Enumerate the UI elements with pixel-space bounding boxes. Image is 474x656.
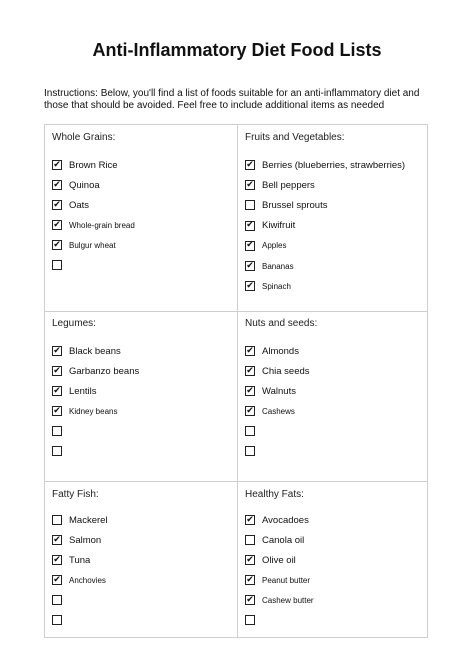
checklist-item[interactable] [245, 594, 314, 606]
checked-checkbox[interactable] [245, 281, 255, 291]
checkmark-icon: ✔ [53, 199, 61, 210]
checklist-item[interactable] [245, 614, 255, 626]
checked-checkbox[interactable] [245, 555, 255, 565]
checklist-item[interactable] [245, 260, 294, 272]
instructions-text: Instructions: Below, you'll find a list of foods suitable for an anti-inflammatory diet and those that should be avoided. Feel free to include additional items as needed [44, 88, 420, 111]
item-label: Bell peppers [262, 179, 315, 191]
item-label: Kidney beans [69, 406, 118, 416]
checked-checkbox[interactable] [245, 366, 255, 376]
checklist-item[interactable] [245, 345, 299, 357]
checkmark-icon: ✔ [246, 385, 254, 396]
section-title: Healthy Fats: [245, 489, 304, 500]
checklist-item[interactable] [52, 534, 101, 546]
checked-checkbox[interactable] [245, 386, 255, 396]
checklist-item[interactable] [245, 574, 310, 586]
section-title: Fatty Fish: [52, 489, 99, 500]
item-label: Brussel sprouts [262, 199, 328, 211]
item-label: Canola oil [262, 534, 305, 546]
checklist-item[interactable] [245, 445, 255, 457]
checklist-item[interactable] [52, 219, 135, 231]
checkmark-icon: ✔ [246, 514, 254, 525]
checkmark-icon: ✔ [53, 574, 61, 585]
checklist-item[interactable] [245, 385, 296, 397]
empty-checkbox[interactable] [245, 446, 255, 456]
item-label: Bulgur wheat [69, 240, 116, 250]
checked-checkbox[interactable] [52, 346, 62, 356]
item-label: Spinach [262, 281, 291, 291]
item-label: Olive oil [262, 554, 296, 566]
section-title: Nuts and seeds: [245, 318, 318, 329]
checked-checkbox[interactable] [52, 180, 62, 190]
item-label: Oats [69, 199, 90, 211]
checkmark-icon: ✔ [246, 405, 254, 416]
checked-checkbox[interactable] [245, 575, 255, 585]
checklist-item[interactable] [52, 239, 116, 251]
checkmark-icon: ✔ [53, 534, 61, 545]
empty-checkbox[interactable] [52, 595, 62, 605]
row-divider [45, 481, 427, 482]
checked-checkbox[interactable] [52, 406, 62, 416]
checked-checkbox[interactable] [245, 221, 255, 231]
checklist-item[interactable] [245, 159, 405, 171]
item-label: Apples [262, 241, 287, 251]
section-title: Legumes: [52, 318, 96, 329]
checklist-item[interactable] [245, 554, 296, 566]
empty-checkbox[interactable] [52, 446, 62, 456]
checklist-item[interactable] [52, 445, 62, 457]
empty-checkbox[interactable] [245, 535, 255, 545]
checkmark-icon: ✔ [246, 345, 254, 356]
checklist-item[interactable] [52, 345, 121, 357]
item-label: Kiwifruit [262, 220, 296, 232]
checklist-item[interactable] [245, 199, 327, 211]
checkmark-icon: ✔ [246, 220, 254, 231]
checklist-item[interactable] [52, 514, 108, 526]
item-label: Chia seeds [262, 365, 310, 377]
checklist-item[interactable] [245, 425, 255, 437]
checked-checkbox[interactable] [245, 180, 255, 190]
checkmark-icon: ✔ [246, 159, 254, 170]
item-label: Mackerel [69, 514, 108, 526]
checklist-item[interactable] [245, 514, 309, 526]
item-label: Tuna [69, 554, 91, 566]
item-label: Peanut butter [262, 575, 311, 585]
empty-checkbox[interactable] [52, 260, 62, 270]
item-label: Almonds [262, 345, 299, 357]
checkmark-icon: ✔ [53, 219, 61, 230]
checklist-item[interactable] [52, 554, 90, 566]
empty-checkbox[interactable] [52, 615, 62, 625]
item-label: Cashew butter [262, 595, 314, 605]
food-list-grid [44, 124, 428, 638]
checklist-item[interactable] [52, 259, 62, 271]
checked-checkbox[interactable] [52, 200, 62, 210]
page-title: Anti-Inflammatory Diet Food Lists [92, 40, 382, 60]
checklist-item[interactable] [52, 405, 117, 417]
checklist-item[interactable] [52, 385, 96, 397]
checklist-item[interactable] [52, 574, 106, 586]
checklist-item[interactable] [245, 240, 286, 252]
section-title: Whole Grains: [52, 132, 116, 143]
section-title: Fruits and Vegetables: [245, 132, 345, 143]
item-label: Berries (blueberries, strawberries) [262, 159, 406, 171]
checkmark-icon: ✔ [246, 594, 254, 605]
checkmark-icon: ✔ [246, 365, 254, 376]
checklist-item[interactable] [245, 534, 304, 546]
checkmark-icon: ✔ [246, 240, 254, 251]
checkmark-icon: ✔ [53, 239, 61, 250]
checked-checkbox[interactable] [245, 515, 255, 525]
item-label: Anchovies [69, 575, 106, 585]
checklist-item[interactable] [52, 159, 118, 171]
item-label: Salmon [69, 534, 102, 546]
checkmark-icon: ✔ [53, 365, 61, 376]
checked-checkbox[interactable] [245, 160, 255, 170]
item-label: Garbanzo beans [69, 365, 140, 377]
checked-checkbox[interactable] [52, 575, 62, 585]
item-label: Whole-grain bread [69, 220, 135, 230]
empty-checkbox[interactable] [245, 615, 255, 625]
checkmark-icon: ✔ [246, 260, 254, 271]
checkmark-icon: ✔ [246, 574, 254, 585]
checkmark-icon: ✔ [53, 385, 61, 396]
checkmark-icon: ✔ [53, 405, 61, 416]
checked-checkbox[interactable] [52, 555, 62, 565]
checked-checkbox[interactable] [52, 366, 62, 376]
checkmark-icon: ✔ [246, 280, 254, 291]
checked-checkbox[interactable] [245, 406, 255, 416]
checkmark-icon: ✔ [246, 179, 254, 190]
item-label: Avocadoes [262, 514, 309, 526]
checked-checkbox[interactable] [245, 241, 255, 251]
checklist-item[interactable] [52, 199, 89, 211]
checkmark-icon: ✔ [53, 159, 61, 170]
column-divider [237, 125, 238, 637]
checklist-item[interactable] [52, 594, 62, 606]
empty-checkbox[interactable] [52, 515, 62, 525]
item-label: Bananas [262, 261, 294, 271]
checkmark-icon: ✔ [53, 554, 61, 565]
checked-checkbox[interactable] [245, 346, 255, 356]
checklist-item[interactable] [52, 179, 100, 191]
item-label: Walnuts [262, 385, 296, 397]
checked-checkbox[interactable] [52, 220, 62, 230]
row-divider [45, 311, 427, 312]
checked-checkbox[interactable] [52, 386, 62, 396]
empty-checkbox[interactable] [52, 426, 62, 436]
item-label: Black beans [69, 345, 121, 357]
checklist-item[interactable] [52, 614, 62, 626]
checklist-item[interactable] [52, 365, 139, 377]
item-label: Quinoa [69, 179, 100, 191]
item-label: Lentils [69, 385, 97, 397]
item-label: Cashews [262, 406, 295, 416]
checklist-item[interactable] [52, 425, 62, 437]
checkmark-icon: ✔ [53, 345, 61, 356]
checklist-item[interactable] [245, 179, 315, 191]
empty-checkbox[interactable] [245, 200, 255, 210]
checkmark-icon: ✔ [246, 554, 254, 565]
checked-checkbox[interactable] [245, 595, 255, 605]
checklist-item[interactable] [245, 405, 295, 417]
checklist-item[interactable] [245, 365, 310, 377]
checked-checkbox[interactable] [52, 535, 62, 545]
checkmark-icon: ✔ [53, 179, 61, 190]
checked-checkbox[interactable] [245, 261, 255, 271]
checklist-item[interactable] [245, 280, 291, 292]
checked-checkbox[interactable] [52, 160, 62, 170]
empty-checkbox[interactable] [245, 426, 255, 436]
checked-checkbox[interactable] [52, 240, 62, 250]
checklist-item[interactable] [245, 220, 295, 232]
item-label: Brown Rice [69, 159, 118, 171]
